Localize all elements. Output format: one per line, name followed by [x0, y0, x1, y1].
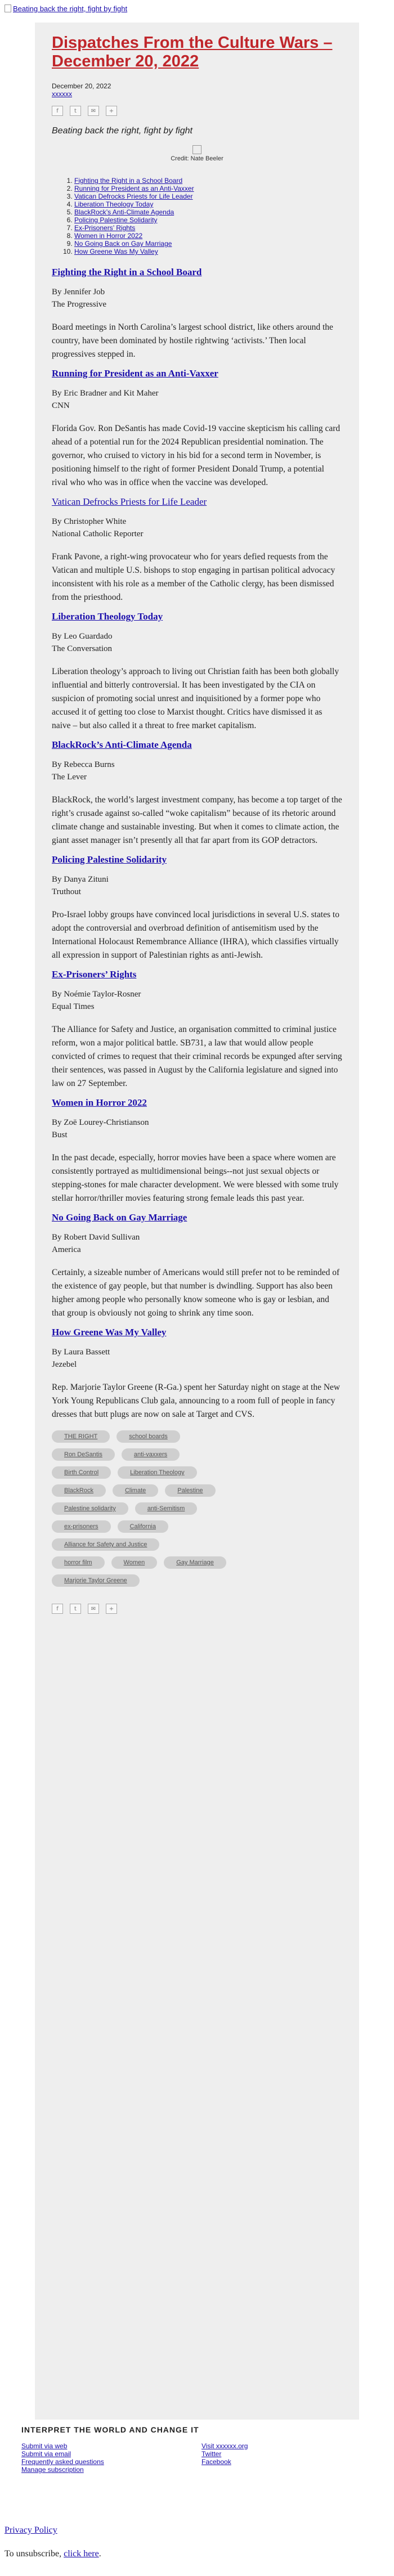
privacy-policy-link[interactable]: Privacy Policy [5, 2525, 57, 2535]
twitter-link[interactable]: Twitter [202, 2450, 222, 2458]
hero-image [52, 145, 342, 162]
facebook-link[interactable]: Facebook [202, 2458, 231, 2466]
manage-subscription-link[interactable]: Manage subscription [21, 2466, 84, 2474]
story-title-link[interactable]: BlackRock’s Anti-Climate Agenda [52, 739, 192, 750]
story-summary: Liberation theology’s approach to living out Christian faith has been both globally influential and bitterly controversial. It has been investigated by the CIA on suspicion of promoting social unrest and inquisitioned by a former pope who accused it of getting too close to Marxist thought. Critics have dismissed it as naive – but also called it a threat to free market capitalism. [52, 667, 339, 730]
tag-list [52, 1430, 342, 1587]
story-title-link[interactable]: Women in Horror 2022 [52, 1097, 147, 1108]
story [52, 611, 342, 733]
submit-web-link[interactable]: Submit via web [21, 2442, 68, 2450]
toc-link[interactable]: Running for President as an Anti-Vaxxer [74, 185, 194, 192]
byline [52, 759, 342, 783]
toc-item [74, 216, 342, 224]
tag-row [52, 1574, 342, 1587]
story [52, 1212, 342, 1320]
tag-pill[interactable]: horror film [52, 1556, 105, 1569]
byline [52, 387, 342, 412]
story-title-link[interactable]: Fighting the Right in a School Board [52, 267, 202, 277]
toc-link[interactable]: Liberation Theology Today [74, 200, 154, 208]
byline [52, 1116, 342, 1141]
tag-pill[interactable]: Gay Marriage [164, 1556, 226, 1569]
story-title-link[interactable]: Policing Palestine Solidarity [52, 854, 167, 865]
tag-pill[interactable]: Liberation Theology [118, 1466, 196, 1479]
unsubscribe-suffix: . [98, 2549, 101, 2559]
toc-link[interactable]: Fighting the Right in a School Board [74, 177, 183, 185]
story-summary: Pro-Israel lobby groups have convinced local jurisdictions in several U.S. states to adopt the controversial and overbroad definition of antisemitism used by the International Holocaust Remembrance Alliance (IHRA), which classifies virtually all expression in support of Palestinian rights as anti-Jewish. [52, 910, 339, 960]
story-author: By Leo Guardado [52, 632, 113, 641]
story-author: By Zoë Lourey-Christianson [52, 1118, 149, 1127]
story-title-link[interactable]: No Going Back on Gay Marriage [52, 1212, 187, 1223]
tag-row [52, 1448, 342, 1461]
story-title-link[interactable]: Running for President as an Anti-Vaxxer [52, 368, 218, 379]
toc-item [74, 185, 342, 192]
story-outlet: National Catholic Reporter [52, 529, 144, 538]
story-author: By Christopher White [52, 517, 127, 526]
toc-link[interactable]: Women in Horror 2022 [74, 232, 143, 240]
story-summary: Board meetings in North Carolina’s largest school district, like others around the country, have been dominated by hostile rightwing ‘activists.’ Then local progressives stepped in. [52, 322, 333, 359]
twitter-icon[interactable]: t [70, 106, 81, 116]
story-outlet: The Lever [52, 773, 87, 782]
tag-pill[interactable]: Palestine [165, 1484, 215, 1497]
story-author: By Jennifer Job [52, 288, 105, 297]
toc-item [74, 224, 342, 232]
toc-item [74, 192, 342, 200]
byline [52, 873, 342, 898]
story-outlet: The Progressive [52, 300, 107, 309]
story-summary: Rep. Marjorie Taylor Greene (R-Ga.) spent her Saturday night on stage at the New York Young Republicans Club gala, announcing to a room full of people in fancy dresses that butt plugs are now on sale at Target and CVS. [52, 1383, 341, 1419]
toc-item [74, 232, 342, 240]
footer-right-links [202, 2442, 248, 2466]
issue-date: December 20, 2022 [52, 82, 111, 90]
toc-link[interactable]: BlackRock’s Anti-Climate Agenda [74, 208, 174, 216]
twitter-icon[interactable]: t [70, 1604, 81, 1614]
newsletter-title[interactable]: Dispatches From the Culture Wars – December 20, 2022 [52, 34, 333, 70]
tag-pill[interactable]: Palestine solidarity [52, 1502, 128, 1515]
story-title-link[interactable]: How Greene Was My Valley [52, 1327, 167, 1338]
story [52, 267, 342, 361]
submit-email-link[interactable]: Submit via email [21, 2450, 71, 2458]
unsubscribe-prefix: To unsubscribe, [5, 2549, 64, 2559]
toc-item [74, 208, 342, 216]
story-author: By Rebecca Burns [52, 760, 115, 769]
story-outlet: The Conversation [52, 644, 113, 653]
story-outlet: Jezebel [52, 1360, 77, 1369]
story-outlet: Truthout [52, 887, 81, 896]
toc-link[interactable]: No Going Back on Gay Marriage [74, 240, 172, 248]
tag-pill[interactable]: anti-Semitism [135, 1502, 198, 1515]
byline [52, 286, 342, 311]
story-summary: Certainly, a sizeable number of Americans would still prefer not to be reminded of the existence of gay people, but that number is dwindling. Support has also been higher among people who personally know someone who is gay or lesbian, and that group is obviously not going to shrink any time soon. [52, 1268, 340, 1318]
share-icon[interactable]: + [106, 106, 117, 116]
unsubscribe-row [5, 2549, 101, 2559]
tag-row [52, 1538, 342, 1551]
story-summary: In the past decade, especially, horror movies have been a space where women are consistently portrayed as multidimensional beings--not just sexual objects or stepping-stones for male character development. We were blessed with some truly stellar horror/thriller movies featuring strong female leads this past year. [52, 1153, 339, 1203]
visit-site-link[interactable]: Visit xxxxxx.org [202, 2442, 248, 2450]
story-summary: Florida Gov. Ron DeSantis has made Covid-19 vaccine skepticism his calling card ahead of a potential run for the 2024 Republican presidential nomination. The governor, who cruised to victory in his bid for a second term in November, is positioning himself to the right of former President Donald Trump, a potential rival who who was in office when the vaccine was developed. [52, 424, 341, 487]
banner-alt-text: Beating back the right, fight by fight [13, 5, 128, 13]
toc-item [74, 240, 342, 248]
story-author: By Robert David Sullivan [52, 1233, 140, 1242]
toc-link[interactable]: Policing Palestine Solidarity [74, 216, 158, 224]
social-share-row-top [52, 106, 342, 116]
story [52, 1327, 342, 1421]
broken-image-icon [5, 5, 11, 12]
tagline: Beating back the right, fight by fight [52, 126, 192, 136]
toc-item [74, 200, 342, 208]
toc-link[interactable]: How Greene Was My Valley [74, 248, 158, 255]
byline [52, 1231, 342, 1256]
broken-image-icon [192, 145, 202, 154]
tag-pill[interactable]: THE RIGHT [52, 1430, 110, 1443]
tag-pill[interactable]: California [118, 1520, 168, 1533]
tag-pill[interactable]: Ron DeSantis [52, 1448, 115, 1461]
story-author: By Eric Bradner and Kit Maher [52, 389, 159, 398]
table-of-contents [52, 177, 342, 255]
story-title-link[interactable]: Liberation Theology Today [52, 611, 163, 622]
tag-row [52, 1556, 342, 1569]
byline [52, 1346, 342, 1371]
faq-link[interactable]: Frequently asked questions [21, 2458, 104, 2466]
banner-image-link[interactable] [5, 5, 127, 13]
byline [52, 630, 342, 655]
tag-pill[interactable]: Climate [113, 1484, 158, 1497]
tag-pill[interactable]: Women [111, 1556, 158, 1569]
tag-pill[interactable]: Alliance for Safety and Justice [52, 1538, 159, 1551]
story-summary: Frank Pavone, a right-wing provocateur who for years defied requests from the Vatican and multiple U.S. bishops to stop engaging in partisan political advocacy inconsistent with his role as a member of the Catholic clergy, has been dismissed from the priesthood. [52, 552, 335, 602]
tag-pill[interactable]: Marjorie Taylor Greene [52, 1574, 140, 1587]
tag-row [52, 1502, 342, 1515]
story-author: By Danya Zituni [52, 875, 109, 884]
tag-row [52, 1466, 342, 1479]
share-icon[interactable]: + [106, 1604, 117, 1614]
story-summary: BlackRock, the world’s largest investment company, has become a top target of the right’s crusade against so-called “woke capitalism” because of its rhetoric around climate change and sustainable investing. But when it comes to climate action, the giant asset manager isn’t presently all that far apart from its GOP detractors. [52, 795, 342, 845]
toc-item [74, 248, 342, 255]
toc-item [74, 177, 342, 185]
story-title-link[interactable]: Ex-Prisoners’ Rights [52, 969, 137, 980]
facebook-icon[interactable]: f [52, 106, 63, 116]
story-summary: The Alliance for Safety and Justice, an organisation committed to criminal justice reform, won a major political battle. SB731, a law that would allow people convicted of crimes to request that their criminal records be expunged after serving their sentences, was passed in August by the California legislature and signed into law on 27 September. [52, 1025, 342, 1088]
toc-link[interactable]: Vatican Defrocks Priests for Life Leader [74, 192, 193, 200]
story-author: By Laura Bassett [52, 1348, 110, 1357]
tag-row [52, 1430, 342, 1443]
story-author: By Noémie Taylor-Rosner [52, 990, 141, 999]
tag-pill[interactable]: school boards [117, 1430, 180, 1443]
unsubscribe-link[interactable]: click here [64, 2549, 99, 2559]
social-share-row-bottom [52, 1604, 342, 1614]
newsletter-panel [35, 23, 359, 2420]
toc-link[interactable]: Ex-Prisoners’ Rights [74, 224, 136, 232]
story [52, 1097, 342, 1205]
tag-pill[interactable]: anti-vaxxers [122, 1448, 180, 1461]
byline [52, 988, 342, 1013]
story-outlet: CNN [52, 401, 70, 410]
source-link[interactable]: xxxxxx [52, 90, 72, 98]
tag-row [52, 1484, 342, 1497]
email-icon[interactable]: ✉ [88, 106, 99, 116]
tag-row [52, 1520, 342, 1533]
story-outlet: Equal Times [52, 1002, 95, 1011]
tag-pill[interactable]: ex-prisoners [52, 1520, 111, 1533]
tag-pill[interactable]: BlackRock [52, 1484, 106, 1497]
story-outlet: Bust [52, 1130, 68, 1139]
story [52, 496, 342, 604]
byline [52, 515, 342, 540]
story-title-link[interactable]: Vatican Defrocks Priests for Life Leader [52, 496, 207, 507]
privacy-row [5, 2525, 57, 2535]
footer [5, 2420, 389, 2532]
story [52, 739, 342, 847]
story [52, 368, 342, 490]
tag-pill[interactable]: Birth Control [52, 1466, 111, 1479]
facebook-icon[interactable]: f [52, 1604, 63, 1614]
image-credit: Credit: Nate Beeler [171, 155, 223, 162]
story [52, 854, 342, 962]
footer-left-links [21, 2442, 104, 2474]
email-icon[interactable]: ✉ [88, 1604, 99, 1614]
story-outlet: America [52, 1245, 81, 1254]
footer-cta: INTERPRET THE WORLD AND CHANGE IT [21, 2425, 199, 2434]
story [52, 969, 342, 1090]
